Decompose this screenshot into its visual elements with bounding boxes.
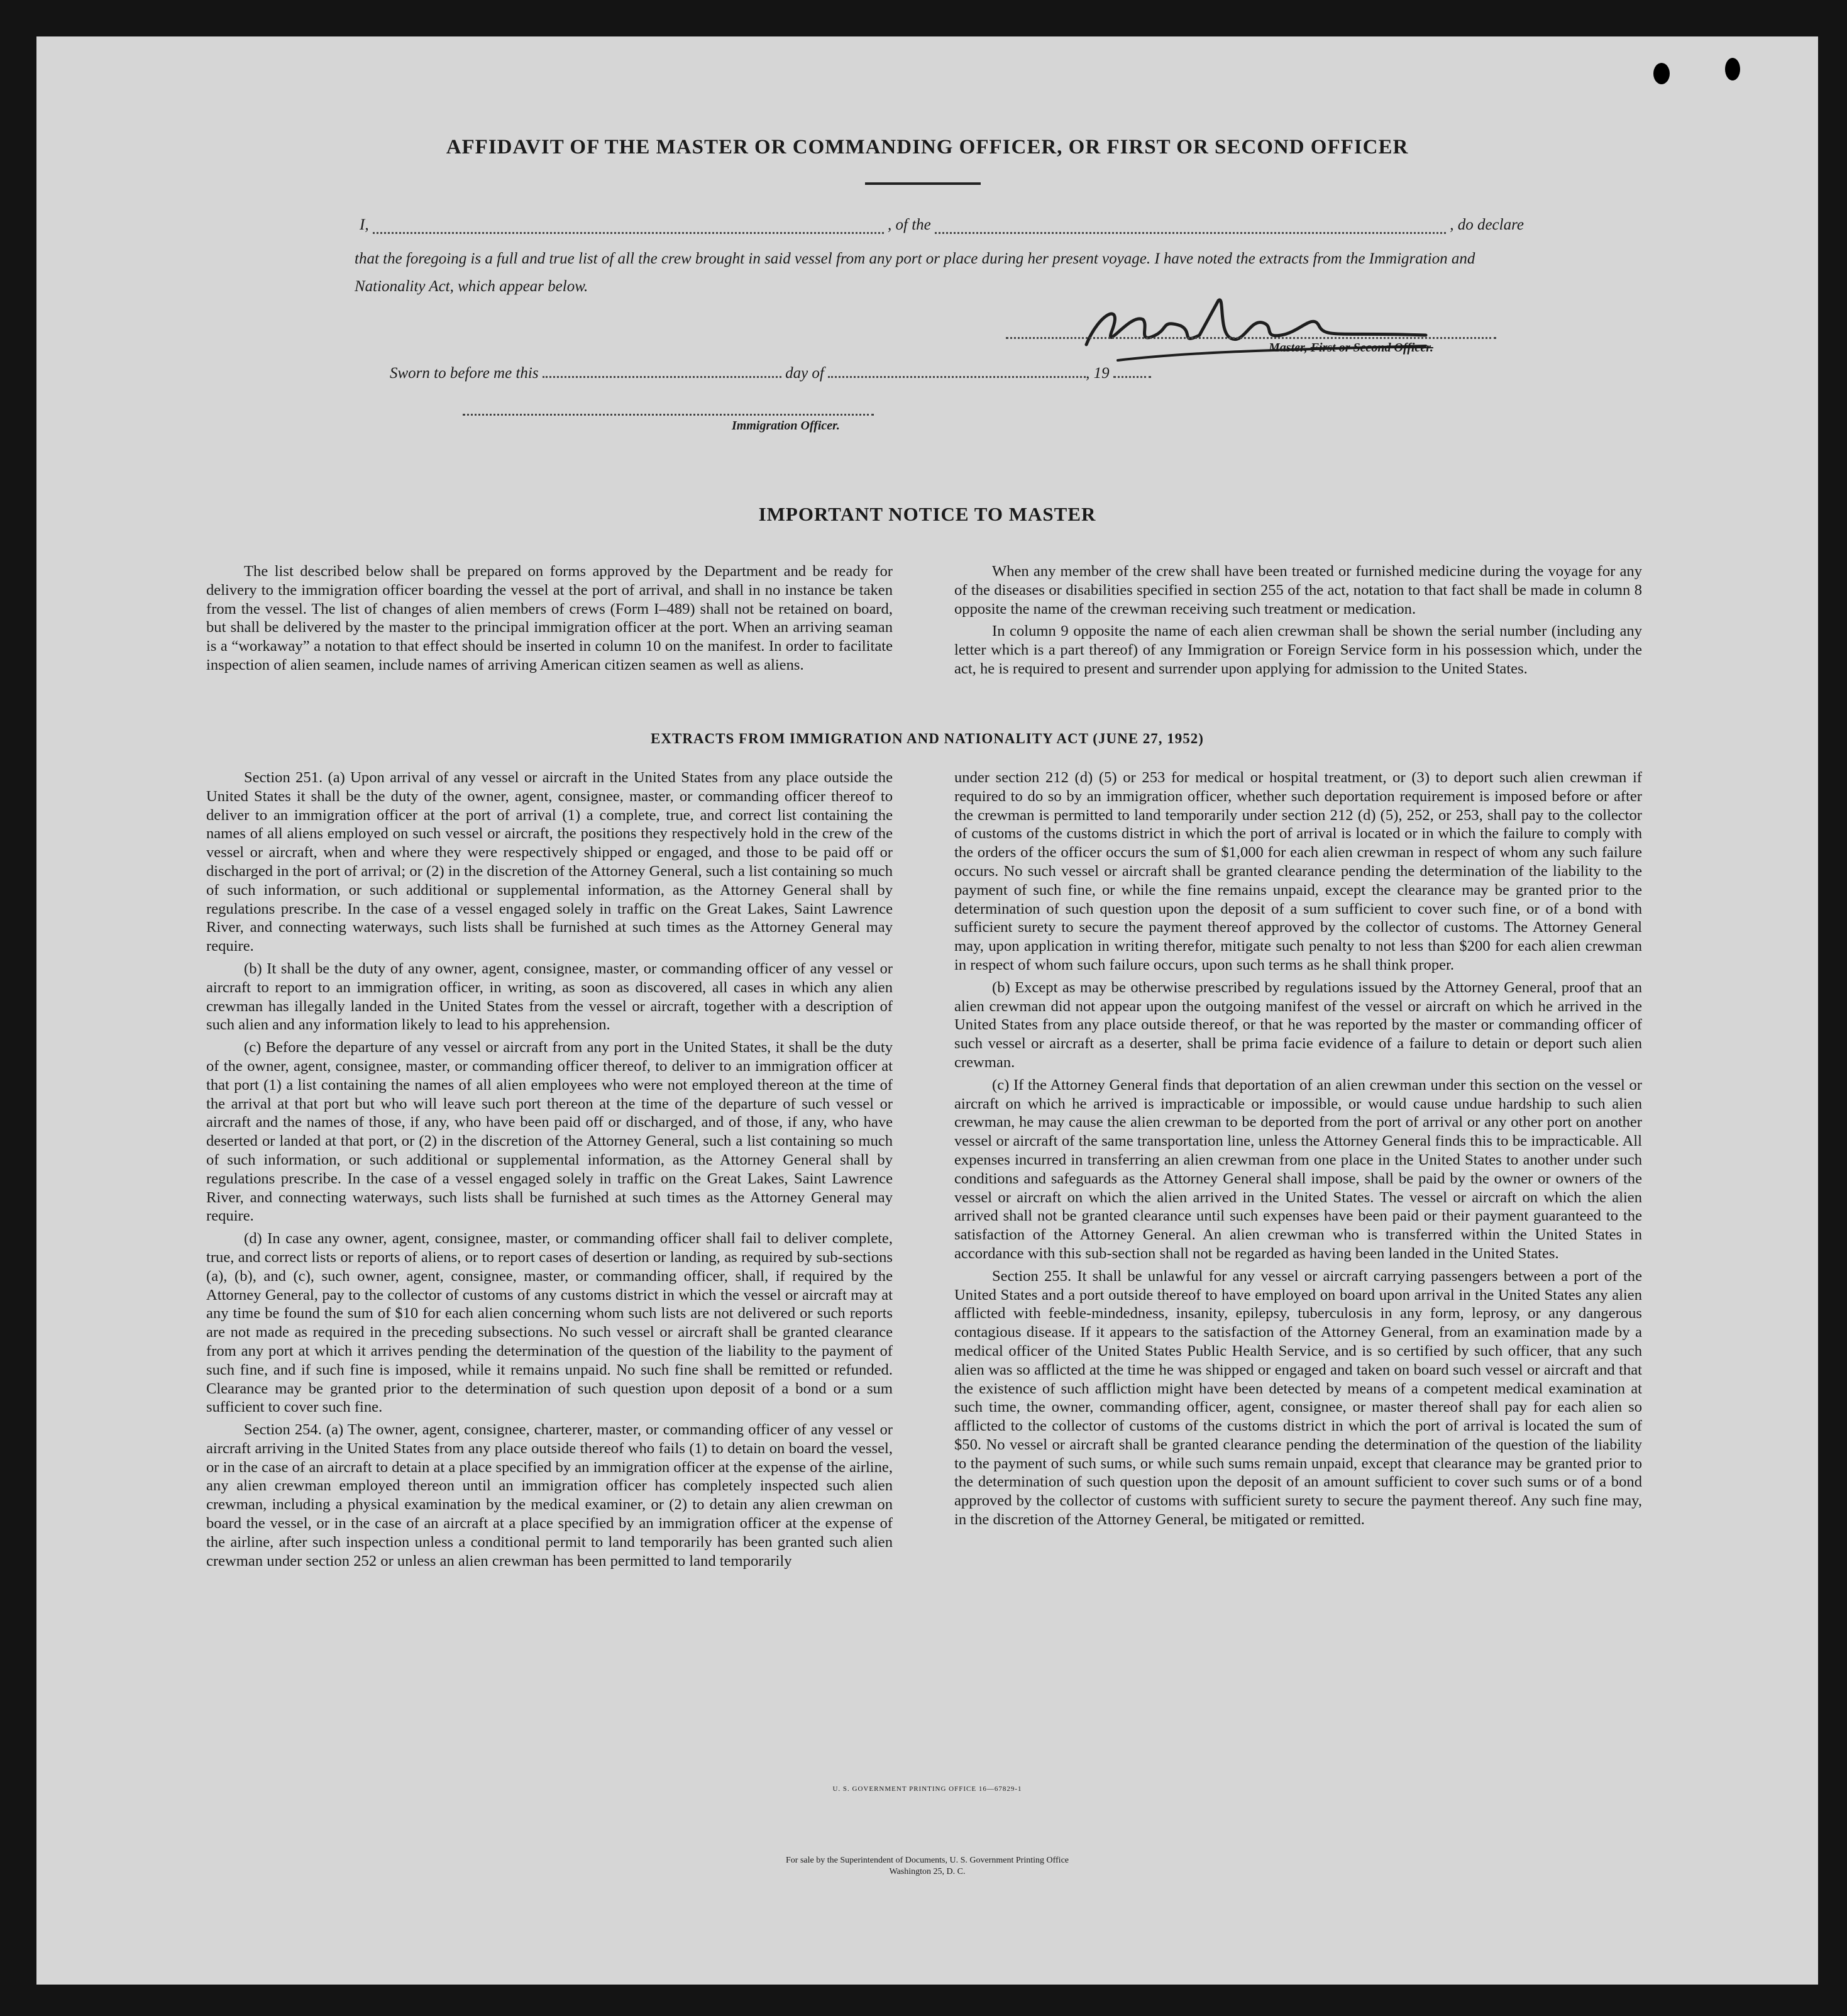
sale-line-1: For sale by the Superintendent of Documents, U. S. Government Printing Office	[786, 1856, 1069, 1865]
sworn-month-blank[interactable]	[828, 363, 1086, 378]
sworn-day-blank[interactable]	[543, 363, 781, 378]
gpo-print-line: U. S. GOVERNMENT PRINTING OFFICE 16—67829-1	[832, 1785, 1022, 1793]
notice-right-paragraph-2: In column 9 opposite the name of each alien crewman shall be shown the serial number (including any letter which is a part thereof) of any Immigration or Foreign Service form in his possession which, under the act, he is required to present and surrender upon applying for admission to the United States.	[954, 623, 1642, 677]
sworn-day-of: day of	[785, 365, 824, 382]
ink-blot-left	[1653, 63, 1670, 84]
notice-title: IMPORTANT NOTICE TO MASTER	[758, 503, 1096, 525]
extracts-right-column	[954, 768, 1642, 1533]
master-signature	[1074, 275, 1438, 370]
declare-end: , do declare	[1450, 216, 1524, 233]
declaration-text: that the foregoing is a full and true list of all the crew brought in said vessel from any port or place during her present voyage. I have noted the extracts from the Immigration and Nationality Act, which appear below.	[355, 250, 1475, 295]
sworn-line	[390, 363, 1151, 382]
sale-notice	[36, 1855, 1818, 1878]
notice-left-column	[206, 562, 893, 678]
section-251-a: Section 251. (a) Upon arrival of any vessel or aircraft in the United States from any place outside the United States it shall be the duty of the owner, agent, consignee, master, or commanding officer thereof to deliver to an immigration officer at the port of arrival (1) a complete, true, and correct list containing the names of all aliens employed on such vessel or aircraft, the positions they respectively hold in the crew of the vessel or aircraft, when and where they were respectively shipped or engaged, and those to be paid off or discharged in the port of arrival; or (2) in the discretion of the Attorney General, such a list containing so much of such information, or such additional or supplemental information, as the Attorney General shall by regulations prescribe. In the case of a vessel engaged solely in traffic on the Great Lakes, Saint Lawrence River, and connecting waterways, such lists shall be furnished at such times as the Attorney General may require.	[206, 769, 893, 955]
ink-blot-right	[1725, 58, 1740, 80]
notice-left-paragraph: The list described below shall be prepared on forms approved by the Department and be ready for delivery to the immigration officer boarding the vessel at the port of arrival, and shall in no instance be taken from the vessel. The list of changes of alien members of crews (Form I–489) shall not be retained on board, but shall be delivered by the master to the principal immigration officer at the port. When an arriving seaman is a “workaway” a notation to that effect should be inserted in column 10 on the manifest. In order to facilitate inspection of alien seamen, include names of arriving American citizen seamen as well as aliens.	[206, 563, 893, 673]
declare-i: I,	[360, 216, 369, 233]
sworn-year: , 19	[1086, 365, 1110, 382]
section-254-b: (b) Except as may be otherwise prescribed by regulations issued by the Attorney General, proof that an alien crewman did not appear upon the outgoing manifest of the vessel or aircraft on which he arrived in the United States from any place outside thereof, or that he was reported by the master or commanding officer of such vessel or aircraft as a deserter, shall be prima facie evidence of a failure to detain or deport such alien crewman.	[954, 978, 1642, 1071]
section-251-d: (d) In case any owner, agent, consignee, master, or commanding officer shall fail to deliver complete, true, and correct lists or reports of aliens, or to report cases of desertion or landing, as required by sub-sections (a), (b), and (c), such owner, agent, consignee, master, or commanding officer, shall, if required by the Attorney General, pay to the collector of customs of any customs district in which the vessel or aircraft may at any time be found the sum of $10 for each alien concerning whom such lists are not delivered or such reports are not made as required in the preceding subsections. No such vessel or aircraft shall be granted clearance from any port at which it arrives pending the determination of the question of the liability to the payment of such fine, and if such fine is imposed, while it remains unpaid. No such fine shall be remitted or refunded. Clearance may be granted prior to the determination of such question upon deposit of a bond or a sum sufficient to cover such fine.	[206, 1230, 893, 1416]
sworn-year-blank[interactable]	[1113, 363, 1151, 378]
sale-line-2: Washington 25, D. C.	[889, 1867, 966, 1876]
section-251-b: (b) It shall be the duty of any owner, agent, consignee, master, or commanding officer of any vessel or aircraft to report to an immigration officer, in writing, as soon as discovered, all cases in which any alien crewman has illegally landed in the United States from the vessel or aircraft, together with a description of such alien and any information likely to lead to his apprehension.	[206, 960, 893, 1034]
section-254-c: (c) If the Attorney General finds that deportation of an alien crewman under this section on the vessel or aircraft on which he arrived is impracticable or impossible, or would cause undue hardship to such alien crewman, he may cause the alien crewman to be deported from the port of arrival or any other port on another vessel or aircraft of the same transportation line, unless the Attorney General finds this to be impracticable. All expenses incurred in transferring an alien crewman from one place in the United States to another under such conditions and safeguards as the Attorney General shall impose, shall be paid by the owner or owners of the vessel or aircraft on which the alien arrived in the United States. The vessel or aircraft on which the alien arrived shall not be granted clearance until such expenses have been paid or their payment guaranteed to the satisfaction of the Attorney General. An alien crewman who is transferred within the United States in accordance with this sub-section shall not be regarded as having been landed in the United States.	[954, 1076, 1642, 1262]
section-254-a-continued: under section 212 (d) (5) or 253 for medical or hospital treatment, or (3) to deport such alien crewman if required to do so by an immigration officer, whether such deportation requirement is imposed before or after the crewman is permitted to land temporarily under section 212 (d) (5), 252, or 253, shall pay to the collector of customs of the customs district in which the port of arrival is located or in which the failure to comply with the orders of the officer occurs the sum of $1,000 for each alien crewman in respect of whom any such failure occurs. No such vessel or aircraft shall be granted clearance pending the determination of the liability to the payment of such fine, or while the fine remains unpaid, except the clearance may be granted prior to the determination of such question upon the deposit of a sum sufficient to cover such fine, or of a bond with sufficient surety to secure the payment thereof approved by the collector of customs. The Attorney General may, upon application in writing therefor, mitigate such penalty to not less than $200 for each alien crewman in respect of whom such failure occurs, upon such terms as he shall think proper.	[954, 769, 1642, 973]
section-251-c: (c) Before the departure of any vessel or aircraft from any port in the United States, it shall be the duty of the owner, agent, consignee, master, or commanding officer thereof, to deliver to an immigration officer at that port (1) a list containing the names of all alien employees who were not employed thereon at the time of the arrival at that port but who will leave such port thereon at the time of the departure of such vessel or aircraft and the names of those, if any, who have been paid off or discharged, and of those, if any, who have deserted or landed at that port, or (2) in the discretion of the Attorney General, such a list containing so much of such information, or such additional or supplemental information, as the Attorney General shall by regulations prescribe. In the case of a vessel engaged solely in traffic on the Great Lakes, Saint Lawrence River, and connecting waterways, such lists shall be furnished at such times as the Attorney General may require.	[206, 1039, 893, 1225]
sworn-prefix: Sworn to before me this	[390, 365, 539, 382]
master-label-struck: First or Second Officer.	[1310, 341, 1433, 355]
master-signature-line[interactable]	[1006, 337, 1496, 339]
affidavit-title: AFFIDAVIT OF THE MASTER OR COMMANDING OFFICER, OR FIRST OR SECOND OFFICER	[446, 136, 1409, 158]
immigration-officer-label: Immigration Officer.	[732, 419, 840, 433]
master-name-blank[interactable]	[373, 219, 884, 234]
notice-right-paragraph-1: When any member of the crew shall have been treated or furnished medicine during the voyage for any of the diseases or disabilities specified in section 255 of the act, notation to that fact shall be made in column 8 opposite the name of the crewman receiving such treatment or medication.	[954, 563, 1642, 618]
notice-right-column	[954, 562, 1642, 682]
immigration-officer-signature-line[interactable]	[463, 414, 874, 416]
extracts-left-column	[206, 768, 893, 1574]
master-label	[1269, 341, 1433, 355]
declaration-fill-line	[360, 216, 1524, 234]
section-255: Section 255. It shall be unlawful for any vessel or aircraft carrying passengers between a port of the United States and a port outside thereof to have employed on board upon arrival in the United States any alien afflicted with feeble-mindedness, insanity, epilepsy, tuberculosis in any form, leprosy, or any dangerous contagious disease. If it appears to the satisfaction of the Attorney General, from an examination made by a medical officer of the United States Public Health Service, and is so certified by such officer, that any such alien was so afflicted at the time he was shipped or engaged and taken on board such vessel or aircraft and that the existence of such affliction might have been detected by means of a competent medical examination at such time, the owner, commanding officer, agent, consignee, or master thereof shall pay for each alien so afflicted to the collector of customs of the customs district in which the port of arrival is located the sum of $50. No vessel or aircraft shall be granted clearance pending the determination of the question of the liability to the payment of such sums, or while such sums remain unpaid, except that clearance may be granted prior to the determination of such question upon the deposit of an amount sufficient to cover such sums or of a bond approved by the collector of customs with sufficient surety to secure the payment thereof. Any such fine may, in the discretion of the Attorney General, be mitigated or remitted.	[954, 1267, 1642, 1529]
title-rule	[865, 182, 981, 185]
vessel-name-blank[interactable]	[935, 219, 1446, 234]
document-page	[36, 36, 1818, 1985]
declare-of-the: , of the	[888, 216, 931, 233]
master-label-prefix: Master,	[1269, 341, 1311, 355]
extracts-title: EXTRACTS FROM IMMIGRATION AND NATIONALITY ACT (JUNE 27, 1952)	[651, 731, 1204, 746]
section-254-a: Section 254. (a) The owner, agent, consignee, charterer, master, or commanding officer of any vessel or aircraft arriving in the United States from any place outside thereof who fails (1) to detain on board the vessel, or in the case of an aircraft to detain at a place specified by an immigration officer at the expense of the airline, any alien crewman employed thereon until an immigration officer has completely inspected such alien crewman, including a physical examination by the medical examiner, or (2) to detain any alien crewman on board the vessel, or in the case of an aircraft at a place specified by an immigration officer at the expense of the airline, after such inspection unless a conditional permit to land temporarily has been granted such alien crewman under section 252 or unless an alien crewman has been permitted to land temporarily	[206, 1421, 893, 1570]
